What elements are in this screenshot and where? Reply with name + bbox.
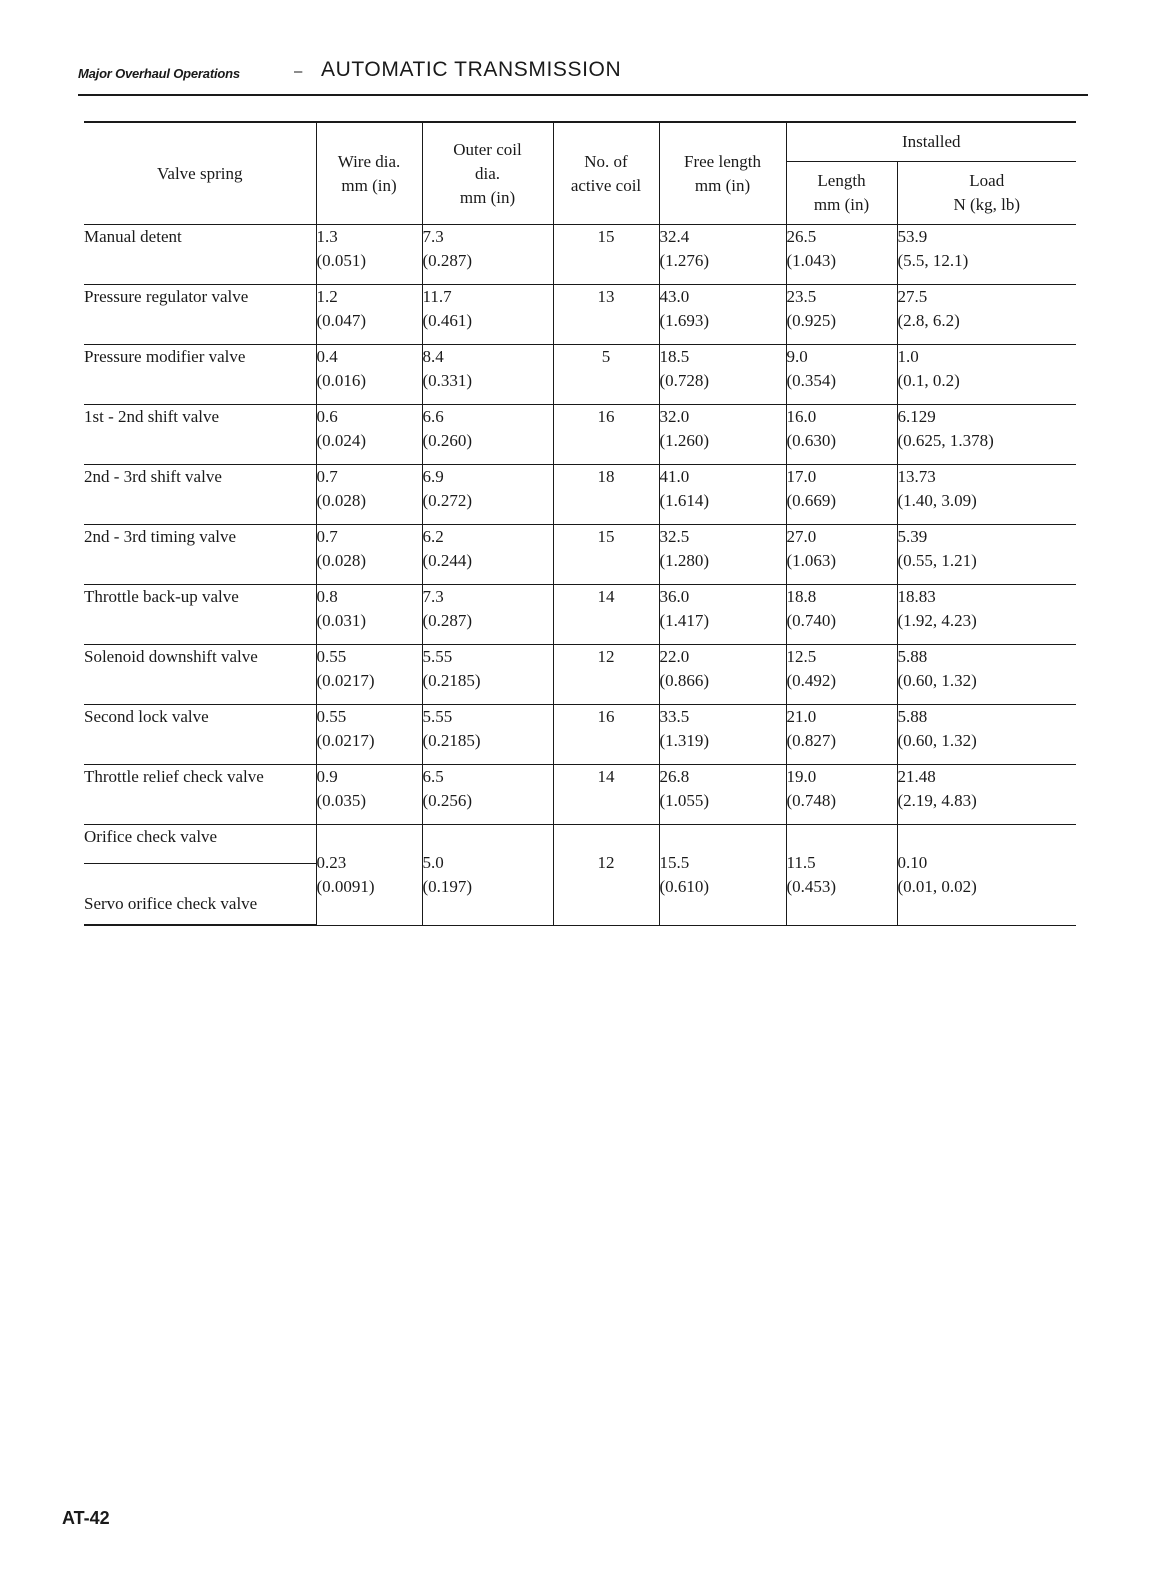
- outer-coil-cell: 6.5 (0.256): [422, 765, 553, 825]
- wire-dia-cell: 0.6 (0.024): [316, 405, 422, 465]
- installed-load-cell: 1.0 (0.1, 0.2): [897, 345, 1076, 405]
- free-length-cell: 18.5 (0.728): [659, 345, 786, 405]
- installed-load-cell: 5.39 (0.55, 1.21): [897, 525, 1076, 585]
- outer-coil-cell: 11.7 (0.461): [422, 285, 553, 345]
- header-installed-load: Load N (kg, lb): [897, 162, 1076, 225]
- table-row: [84, 525, 1076, 585]
- free-length-cell: 26.8 (1.055): [659, 765, 786, 825]
- wire-dia-cell: 0.7 (0.028): [316, 525, 422, 585]
- active-coil-cell: 15: [553, 225, 659, 285]
- outer-coil-cell: 8.4 (0.331): [422, 345, 553, 405]
- table-row: [84, 345, 1076, 405]
- header-valve-spring: Valve spring: [84, 122, 316, 225]
- valve-name: 2nd - 3rd timing valve: [84, 525, 316, 585]
- header-dash: –: [294, 63, 303, 80]
- page-header: [78, 60, 1088, 96]
- wire-dia-cell: 0.8 (0.031): [316, 585, 422, 645]
- table-row: [84, 465, 1076, 525]
- page-number: AT-42: [62, 1508, 110, 1528]
- valve-name: Solenoid downshift valve: [84, 645, 316, 705]
- header-installed-length: Length mm (in): [786, 162, 897, 225]
- installed-load-cell: 5.88 (0.60, 1.32): [897, 705, 1076, 765]
- free-length-cell: 33.5 (1.319): [659, 705, 786, 765]
- installed-load-cell: 0.10 (0.01, 0.02): [897, 825, 1076, 926]
- active-coil-cell: 16: [553, 705, 659, 765]
- active-coil-cell: 18: [553, 465, 659, 525]
- active-coil-cell: 16: [553, 405, 659, 465]
- table-row: [84, 765, 1076, 825]
- valve-name: Throttle back-up valve: [84, 585, 316, 645]
- table-row: [84, 285, 1076, 345]
- free-length-cell: 15.5 (0.610): [659, 825, 786, 926]
- free-length-cell: 32.0 (1.260): [659, 405, 786, 465]
- installed-load-cell: 21.48 (2.19, 4.83): [897, 765, 1076, 825]
- active-coil-cell: 14: [553, 585, 659, 645]
- wire-dia-cell: 0.23 (0.0091): [316, 825, 422, 926]
- header-free-length: Free length mm (in): [659, 122, 786, 225]
- installed-length-cell: 23.5 (0.925): [786, 285, 897, 345]
- installed-load-cell: 5.88 (0.60, 1.32): [897, 645, 1076, 705]
- installed-length-cell: 26.5 (1.043): [786, 225, 897, 285]
- free-length-cell: 43.0 (1.693): [659, 285, 786, 345]
- free-length-cell: 32.5 (1.280): [659, 525, 786, 585]
- installed-load-cell: 53.9 (5.5, 12.1): [897, 225, 1076, 285]
- installed-length-cell: 21.0 (0.827): [786, 705, 897, 765]
- installed-length-cell: 18.8 (0.740): [786, 585, 897, 645]
- valve-name: Second lock valve: [84, 705, 316, 765]
- free-length-cell: 36.0 (1.417): [659, 585, 786, 645]
- table-row: [84, 825, 1076, 864]
- wire-dia-cell: 0.55 (0.0217): [316, 705, 422, 765]
- active-coil-cell: 13: [553, 285, 659, 345]
- active-coil-cell: 12: [553, 825, 659, 926]
- outer-coil-cell: 7.3 (0.287): [422, 225, 553, 285]
- table-row: [84, 705, 1076, 765]
- valve-spring-table: [84, 121, 1076, 926]
- installed-load-cell: 13.73 (1.40, 3.09): [897, 465, 1076, 525]
- page-title: AUTOMATIC TRANSMISSION: [321, 58, 622, 81]
- header-installed: Installed: [786, 122, 1076, 162]
- header-active-coil: No. of active coil: [553, 122, 659, 225]
- installed-length-cell: 19.0 (0.748): [786, 765, 897, 825]
- table-row: [84, 225, 1076, 285]
- active-coil-cell: 12: [553, 645, 659, 705]
- valve-name: Orifice check valve: [84, 825, 316, 864]
- valve-name: Pressure regulator valve: [84, 285, 316, 345]
- header-wire-dia: Wire dia. mm (in): [316, 122, 422, 225]
- installed-length-cell: 27.0 (1.063): [786, 525, 897, 585]
- free-length-cell: 22.0 (0.866): [659, 645, 786, 705]
- active-coil-cell: 14: [553, 765, 659, 825]
- valve-name: Throttle relief check valve: [84, 765, 316, 825]
- outer-coil-cell: 5.55 (0.2185): [422, 645, 553, 705]
- wire-dia-cell: 1.2 (0.047): [316, 285, 422, 345]
- wire-dia-cell: 1.3 (0.051): [316, 225, 422, 285]
- wire-dia-cell: 0.7 (0.028): [316, 465, 422, 525]
- outer-coil-cell: 6.6 (0.260): [422, 405, 553, 465]
- installed-length-cell: 9.0 (0.354): [786, 345, 897, 405]
- installed-length-cell: 12.5 (0.492): [786, 645, 897, 705]
- wire-dia-cell: 0.9 (0.035): [316, 765, 422, 825]
- table-row: [84, 585, 1076, 645]
- valve-name: Pressure modifier valve: [84, 345, 316, 405]
- free-length-cell: 32.4 (1.276): [659, 225, 786, 285]
- outer-coil-cell: 5.55 (0.2185): [422, 705, 553, 765]
- valve-name: 1st - 2nd shift valve: [84, 405, 316, 465]
- installed-length-cell: 17.0 (0.669): [786, 465, 897, 525]
- valve-name: 2nd - 3rd shift valve: [84, 465, 316, 525]
- table-row: [84, 645, 1076, 705]
- outer-coil-cell: 6.9 (0.272): [422, 465, 553, 525]
- free-length-cell: 41.0 (1.614): [659, 465, 786, 525]
- installed-length-cell: 16.0 (0.630): [786, 405, 897, 465]
- table-body: [84, 225, 1076, 926]
- outer-coil-cell: 7.3 (0.287): [422, 585, 553, 645]
- active-coil-cell: 15: [553, 525, 659, 585]
- installed-load-cell: 27.5 (2.8, 6.2): [897, 285, 1076, 345]
- header-outer-coil-dia: Outer coil dia. mm (in): [422, 122, 553, 225]
- installed-load-cell: 6.129 (0.625, 1.378): [897, 405, 1076, 465]
- valve-name: Manual detent: [84, 225, 316, 285]
- installed-load-cell: 18.83 (1.92, 4.23): [897, 585, 1076, 645]
- outer-coil-cell: 6.2 (0.244): [422, 525, 553, 585]
- installed-length-cell: 11.5 (0.453): [786, 825, 897, 926]
- wire-dia-cell: 0.55 (0.0217): [316, 645, 422, 705]
- section-label: Major Overhaul Operations: [78, 66, 240, 81]
- valve-name: Servo orifice check valve: [84, 864, 316, 926]
- table-row: [84, 405, 1076, 465]
- outer-coil-cell: 5.0 (0.197): [422, 825, 553, 926]
- active-coil-cell: 5: [553, 345, 659, 405]
- wire-dia-cell: 0.4 (0.016): [316, 345, 422, 405]
